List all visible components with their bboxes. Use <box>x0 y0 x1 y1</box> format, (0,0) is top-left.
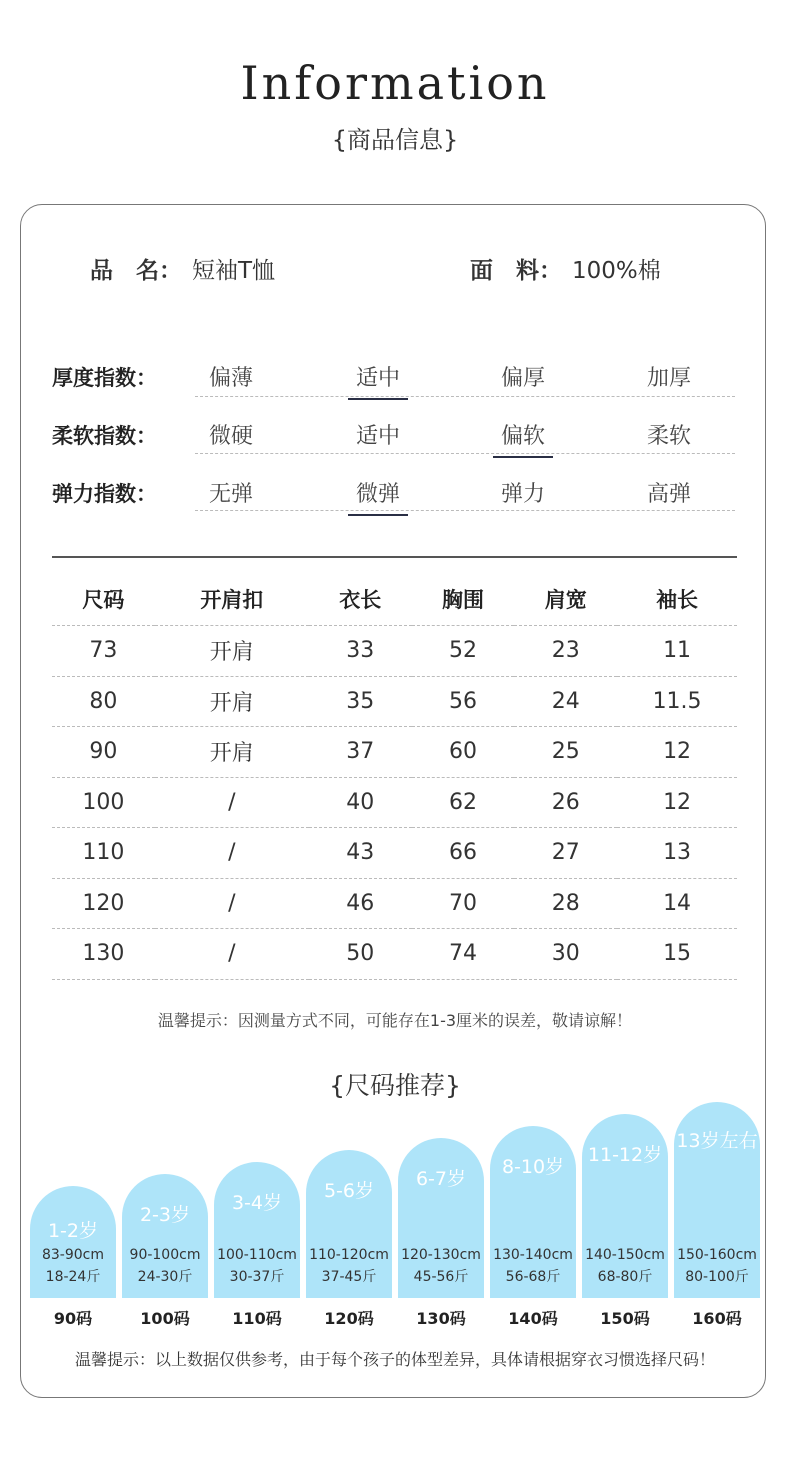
header-sleeve: 袖长 <box>617 572 737 626</box>
age-label: 3-4岁 <box>231 1192 283 1214</box>
weight-range: 68-80斤 <box>597 1269 653 1285</box>
cell: 43 <box>309 828 412 879</box>
height-weight <box>486 1244 580 1288</box>
cell: 40 <box>309 777 412 828</box>
page-subtitle: {商品信息} <box>331 126 459 154</box>
age-label: 5-6岁 <box>323 1180 375 1202</box>
index-option: 适中 <box>355 424 400 449</box>
cell: 开肩 <box>155 676 309 727</box>
cell: 62 <box>412 777 515 828</box>
age-label: 6-7岁 <box>415 1168 467 1190</box>
table-row <box>52 626 737 677</box>
header-chest: 胸围 <box>412 572 515 626</box>
cell: 35 <box>309 676 412 727</box>
height-range: 130-140cm <box>493 1247 573 1263</box>
cell: / <box>155 777 309 828</box>
cell: 74 <box>412 929 515 980</box>
table-row <box>52 828 737 879</box>
product-fabric-value: 100%棉 <box>572 258 661 284</box>
dashed-divider <box>195 453 735 454</box>
index-option-selected: 偏软 <box>493 419 553 450</box>
page-title: Information <box>240 56 550 110</box>
product-name-label: 品 名： <box>90 258 182 284</box>
size-arch <box>490 1126 576 1298</box>
index-label: 弹力指数： <box>52 482 157 506</box>
cell: / <box>155 828 309 879</box>
table-row <box>52 676 737 727</box>
size-code: 90码 <box>53 1309 93 1328</box>
product-fabric-label: 面 料： <box>470 258 562 284</box>
cell: 11 <box>617 626 737 677</box>
index-option: 高弹 <box>646 482 691 507</box>
index-option: 柔软 <box>646 424 691 449</box>
product-fabric <box>470 252 661 285</box>
size-code: 150码 <box>600 1309 650 1328</box>
size-code: 120码 <box>324 1309 374 1328</box>
cell: 25 <box>514 727 617 778</box>
height-range: 90-100cm <box>129 1247 201 1263</box>
recommend-title: {尺码推荐} <box>329 1071 461 1100</box>
height-weight <box>210 1244 304 1288</box>
weight-range: 24-30斤 <box>137 1269 193 1285</box>
product-name <box>90 252 275 285</box>
size-arch <box>30 1186 116 1298</box>
size-table <box>52 572 737 980</box>
cell: 15 <box>617 929 737 980</box>
reference-note: 温馨提示：以上数据仅供参考，由于每个孩子的体型差异，具体请根据穿衣习惯选择尺码！ <box>74 1350 715 1369</box>
height-range: 100-110cm <box>217 1247 297 1263</box>
size-arch <box>398 1138 484 1298</box>
cell: 90 <box>52 727 155 778</box>
cell: 11.5 <box>617 676 737 727</box>
height-weight <box>670 1244 764 1288</box>
index-option-selected: 适中 <box>348 361 408 392</box>
weight-range: 56-68斤 <box>505 1269 561 1285</box>
cell: 26 <box>514 777 617 828</box>
size-code: 140码 <box>508 1309 558 1328</box>
weight-range: 18-24斤 <box>45 1269 101 1285</box>
height-weight <box>394 1244 488 1288</box>
height-weight <box>118 1244 212 1288</box>
cell: 开肩 <box>155 727 309 778</box>
age-label: 13岁左右 <box>676 1130 758 1152</box>
cell: 46 <box>309 878 412 929</box>
cell: 30 <box>514 929 617 980</box>
age-label: 2-3岁 <box>139 1204 191 1226</box>
height-weight <box>578 1244 672 1288</box>
index-option: 微硬 <box>208 424 253 449</box>
cell: 12 <box>617 777 737 828</box>
cell: 52 <box>412 626 515 677</box>
cell: 27 <box>514 828 617 879</box>
size-code: 110码 <box>232 1309 282 1328</box>
weight-range: 80-100斤 <box>685 1269 749 1285</box>
index-option: 偏厚 <box>500 366 545 391</box>
age-label: 11-12岁 <box>587 1144 663 1166</box>
header-shoulder-button: 开肩扣 <box>155 572 309 626</box>
cell: 28 <box>514 878 617 929</box>
height-weight <box>302 1244 396 1288</box>
table-row <box>52 727 737 778</box>
cell: 80 <box>52 676 155 727</box>
size-arch <box>122 1174 208 1298</box>
dashed-divider <box>195 510 735 511</box>
cell: 70 <box>412 878 515 929</box>
cell: / <box>155 929 309 980</box>
table-row <box>52 777 737 828</box>
cell: 33 <box>309 626 412 677</box>
cell: 37 <box>309 727 412 778</box>
size-code: 160码 <box>692 1309 742 1328</box>
height-weight <box>26 1244 120 1288</box>
size-arch <box>674 1102 760 1298</box>
height-range: 120-130cm <box>401 1247 481 1263</box>
header-shoulder-width: 肩宽 <box>514 572 617 626</box>
cell: 23 <box>514 626 617 677</box>
index-option: 无弹 <box>208 482 253 507</box>
cell: 110 <box>52 828 155 879</box>
height-range: 150-160cm <box>677 1247 757 1263</box>
cell: 24 <box>514 676 617 727</box>
age-label: 8-10岁 <box>501 1156 565 1178</box>
size-arch <box>582 1114 668 1298</box>
cell: 73 <box>52 626 155 677</box>
index-option: 偏薄 <box>208 366 253 391</box>
cell: 120 <box>52 878 155 929</box>
size-arch <box>214 1162 300 1298</box>
size-code: 130码 <box>416 1309 466 1328</box>
cell: 13 <box>617 828 737 879</box>
size-code: 100码 <box>140 1309 190 1328</box>
weight-range: 37-45斤 <box>321 1269 377 1285</box>
cell: 130 <box>52 929 155 980</box>
cell: 12 <box>617 727 737 778</box>
height-range: 83-90cm <box>41 1247 104 1263</box>
cell: 100 <box>52 777 155 828</box>
header-length: 衣长 <box>309 572 412 626</box>
table-row <box>52 878 737 929</box>
cell: / <box>155 878 309 929</box>
weight-range: 30-37斤 <box>229 1269 285 1285</box>
measure-note: 温馨提示：因测量方式不同，可能存在1-3厘米的误差，敬请谅解！ <box>157 1011 633 1030</box>
cell: 66 <box>412 828 515 879</box>
size-arch <box>306 1150 392 1298</box>
index-option: 弹力 <box>500 482 545 507</box>
cell: 50 <box>309 929 412 980</box>
index-label: 厚度指数： <box>52 366 157 390</box>
table-top-rule <box>52 556 737 558</box>
cell: 14 <box>617 878 737 929</box>
age-label: 1-2岁 <box>47 1220 99 1242</box>
header-size: 尺码 <box>52 572 155 626</box>
index-option-selected: 微弹 <box>348 477 408 508</box>
height-range: 110-120cm <box>309 1247 389 1263</box>
dashed-divider <box>195 396 735 397</box>
index-option: 加厚 <box>646 366 691 391</box>
table-header-row <box>52 572 737 626</box>
cell: 60 <box>412 727 515 778</box>
cell: 56 <box>412 676 515 727</box>
index-label: 柔软指数： <box>52 424 157 448</box>
weight-range: 45-56斤 <box>413 1269 469 1285</box>
product-name-value: 短袖T恤 <box>192 258 276 284</box>
cell: 开肩 <box>155 626 309 677</box>
height-range: 140-150cm <box>585 1247 665 1263</box>
table-row <box>52 929 737 980</box>
